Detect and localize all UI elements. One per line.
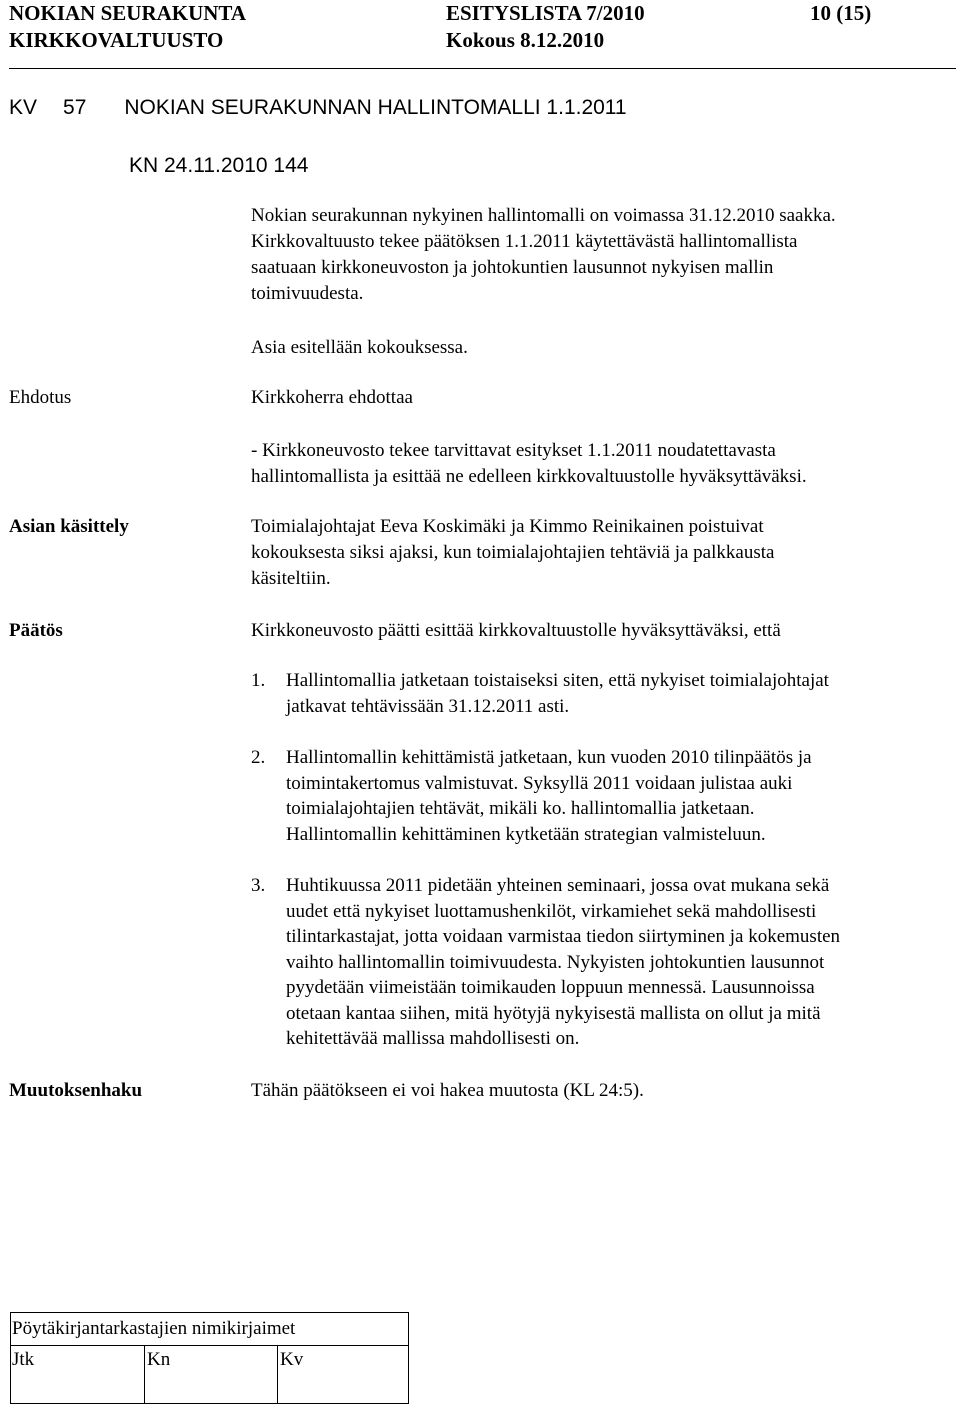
header-agenda: ESITYSLISTA 7/2010 (446, 1, 645, 25)
decision-item-line: toimialajohtajien tehtävät, mikäli ko. hallintomallia jatketaan. (286, 798, 755, 819)
section-heading (9, 95, 627, 121)
decision-item-number: 3. (251, 875, 266, 896)
decision-item-number: 2. (251, 747, 266, 768)
signature-box (10, 1312, 409, 1404)
section-title: NOKIAN SEURAKUNNAN HALLINTOMALLI 1.1.2011 (124, 96, 627, 119)
proposal-line: hallintomallista ja esittää ne edelleen kirkkovaltuustolle hyväksyttäväksi. (251, 466, 807, 487)
signature-cell-divider (144, 1345, 145, 1403)
proposal-label: Ehdotus (9, 387, 72, 408)
intro-line: saatuaan kirkkoneuvoston ja johtokuntien lausunnot nykyisen mallin (251, 257, 774, 278)
decision-item-line: kehitettävää mallissa mahdollisesti on. (286, 1028, 580, 1049)
decision-item-line: pyydetään viimeistään toimikauden loppuun mennessä. Lausunnoissa (286, 977, 815, 998)
handling-label: Asian käsittely (9, 516, 129, 537)
signature-cell-jtk: Jtk (12, 1349, 35, 1370)
decision-item-line: toimintakertomus valmistuvat. Syksyllä 2011 voidaan julistaa auki (286, 772, 793, 794)
signature-cell-divider (277, 1345, 278, 1403)
intro-line: Kirkkovaltuusto tekee päätöksen 1.1.2011 käytettävästä hallintomallista (251, 231, 798, 252)
handling-text (251, 514, 774, 592)
header-meeting: Kokous 8.12.2010 (446, 28, 605, 52)
decision-item-line: vaihto hallintomallin toimivuudesta. Nykyisten johtokuntien lausunnot (286, 951, 825, 973)
presentation-text: Asia esitellään kokouksessa. (251, 337, 468, 358)
decision-item-line: jatkavat tehtävissään 31.12.2011 asti. (286, 695, 570, 717)
signature-title: Pöytäkirjantarkastajien nimikirjaimet (12, 1318, 296, 1339)
decision-item-number: 1. (251, 670, 266, 691)
decision-item-line: Hallintomallin kehittäminen kytketään strategian valmisteluun. (286, 823, 766, 845)
proposal-line: - Kirkkoneuvosto tekee tarvittavat esitykset 1.1.2011 noudatettavasta (251, 440, 776, 461)
handling-line: kokouksesta siksi ajaksi, kun toimialajohtajien tehtäviä ja palkkausta (251, 542, 775, 563)
handling-line: käsiteltiin. (251, 568, 331, 589)
header-page: 10 (15) (810, 1, 872, 25)
header-body: KIRKKOVALTUUSTO (9, 28, 224, 52)
decision-item-line: otetaan kantaa siihen, mitä hyötyjä nykyisestä mallista on ollut ja mitä (286, 1002, 821, 1024)
decision-item-line: Huhtikuussa 2011 pidetään yhteinen seminaari, jossa ovat mukana sekä (286, 875, 830, 896)
intro-line: Nokian seurakunnan nykyinen hallintomalli on voimassa 31.12.2010 saakka. (251, 205, 836, 226)
decision-item-line: tilintarkastajat, jotta voidaan varmistaa tiedon siirtyminen ja kokemusten (286, 926, 841, 947)
signature-cell-kn: Kn (147, 1349, 171, 1370)
signature-cell-kv: Kv (280, 1349, 304, 1370)
decision-item-line: Hallintomallin kehittämistä jatketaan, kun vuoden 2010 tilinpäätös ja (286, 747, 812, 768)
decision-label: Päätös (9, 620, 63, 641)
handling-line: Toimialajohtajat Eeva Koskimäki ja Kimmo Reinikainen poistuivat (251, 516, 764, 537)
decision-item-line: uudet että nykyiset luottamushenkilöt, virkamiehet sekä mahdollisesti (286, 900, 817, 922)
header-org: NOKIAN SEURAKUNTA (9, 1, 247, 25)
signature-divider (11, 1345, 408, 1346)
section-code: KV (9, 96, 38, 119)
proposal-text (251, 438, 807, 490)
section-number: 57 (63, 96, 87, 119)
appeal-text: Tähän päätökseen ei voi hakea muutosta (KL 24:5). (251, 1080, 644, 1101)
decision-intro: Kirkkoneuvosto päätti esittää kirkkovaltuustolle hyväksyttäväksi, että (251, 620, 781, 641)
section-reference: KN 24.11.2010 144 (129, 154, 309, 177)
appeal-label: Muutoksenhaku (9, 1080, 143, 1101)
decision-item-line: Hallintomallia jatketaan toistaiseksi siten, että nykyiset toimialajohtajat (286, 670, 829, 691)
intro-line: toimivuudesta. (251, 283, 364, 304)
header-rule (9, 68, 956, 69)
proposal-heading: Kirkkoherra ehdottaa (251, 387, 413, 408)
intro-paragraph (251, 203, 836, 307)
